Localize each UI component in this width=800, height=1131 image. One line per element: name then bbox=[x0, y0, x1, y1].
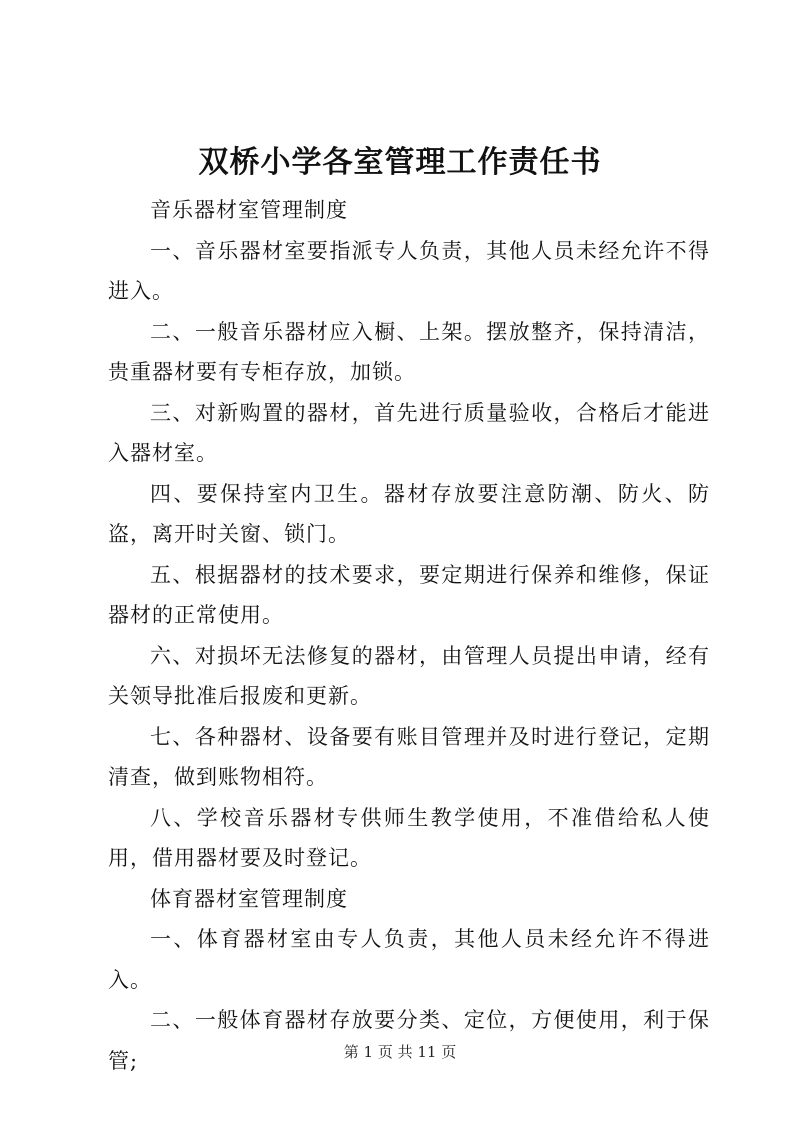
paragraph: 一、音乐器材室要指派专人负责，其他人员未经允许不得进入。 bbox=[108, 238, 710, 303]
paragraph: 六、对损坏无法修复的器材，由管理人员提出申请，经有关领导批准后报废和更新。 bbox=[108, 643, 710, 708]
paragraph: 三、对新购置的器材，首先进行质量验收，合格后才能进入器材室。 bbox=[108, 400, 710, 465]
paragraph: 五、根据器材的技术要求，要定期进行保养和维修，保证器材的正常使用。 bbox=[108, 562, 710, 627]
paragraph: 二、一般音乐器材应入橱、上架。摆放整齐，保持清洁，贵重器材要有专柜存放，加锁。 bbox=[108, 319, 710, 384]
paragraph: 八、学校音乐器材专供师生教学使用，不准借给私人使用，借用器材要及时登记。 bbox=[108, 805, 710, 870]
page-footer: 第 1 页 共 11 页 bbox=[343, 1043, 457, 1061]
paragraph: 七、各种器材、设备要有账目管理并及时进行登记，定期清查，做到账物相符。 bbox=[108, 724, 710, 789]
section-heading-music: 音乐器材室管理制度 bbox=[150, 198, 348, 222]
document-title: 双桥小学各室管理工作责任书 bbox=[198, 145, 602, 180]
document-body bbox=[108, 190, 710, 1081]
paragraph: 四、要保持室内卫生。器材存放要注意防潮、防火、防盗，离开时关窗、锁门。 bbox=[108, 481, 710, 546]
section-heading-sports: 体育器材室管理制度 bbox=[150, 886, 348, 911]
paragraph: 一、体育器材室由专人负责，其他人员未经允许不得进入。 bbox=[108, 927, 710, 992]
paragraph: 二、一般体育器材存放要分类、定位，方便使用，利于保管; bbox=[108, 1008, 710, 1073]
